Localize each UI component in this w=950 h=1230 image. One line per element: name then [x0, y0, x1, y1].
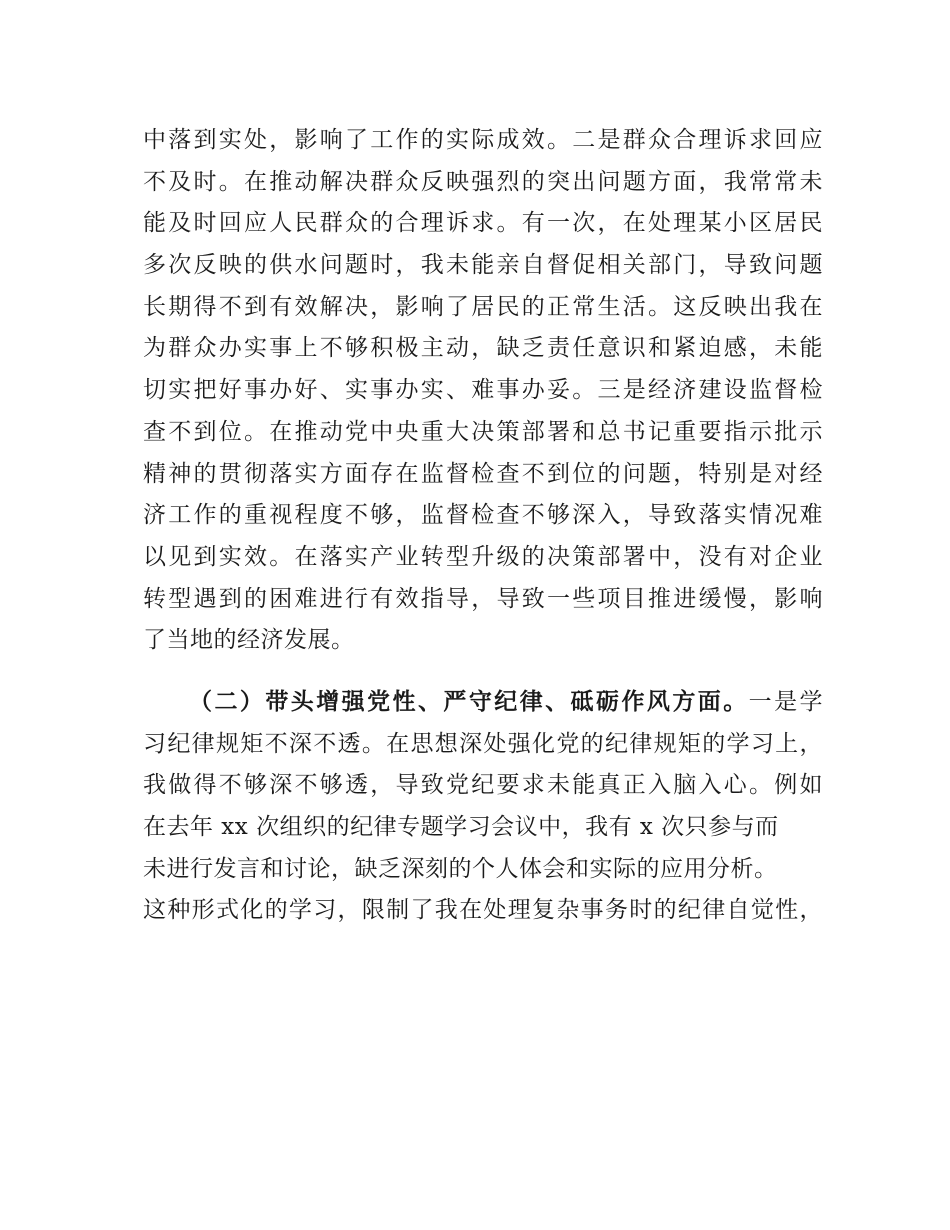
paragraph-gap [143, 662, 823, 682]
text-line [143, 682, 823, 724]
document-body [143, 120, 823, 932]
text-line: 在去年 xx 次组织的纪律专题学习会议中，我有 x 次只参与而 [143, 814, 779, 840]
text-line: 了当地的经济发展。 [143, 627, 355, 654]
heading-line-rest: 一是学 [748, 688, 823, 715]
text-line: 精神的贯彻落实方面存在监督检查不到位的问题，特别是对经 [143, 460, 823, 487]
text-line: 我做得不够深不够透，导致党纪要求未能真正入脑入心。例如 [143, 772, 823, 799]
text-line: 中落到实处，影响了工作的实际成效。二是群众合理诉求回应 [143, 127, 823, 153]
text-line: 为群众办实事上不够积极主动，缺乏责任意识和紧迫感，未能 [143, 335, 823, 362]
text-line: 切实把好事办好、实事办实、难事办妥。三是经济建设监督检 [143, 377, 823, 404]
text-line: 这种形式化的学习，限制了我在处理复杂事务时的纪律自觉性， [143, 897, 823, 924]
text-line: 能及时回应人民群众的合理诉求。有一次，在处理某小区居民 [143, 210, 823, 237]
text-line: 查不到位。在推动党中央重大决策部署和总书记重要指示批示 [143, 418, 823, 445]
text-line: 未进行发言和讨论，缺乏深刻的个人体会和实际的应用分析。 [143, 855, 778, 882]
text-line: 多次反映的供水问题时，我未能亲自督促相关部门，导致问题 [143, 252, 823, 279]
text-line: 不及时。在推动解决群众反映强烈的突出问题方面，我常常未 [143, 168, 823, 195]
text-line: 长期得不到有效解决，影响了居民的正常生活。这反映出我在 [143, 293, 823, 320]
text-line: 习纪律规矩不深不透。在思想深处强化党的纪律规矩的学习上， [143, 730, 823, 757]
text-line: 济工作的重视程度不够，监督检查不够深入，导致落实情况难 [143, 502, 823, 529]
paragraph-1 [143, 120, 823, 662]
text-line: 以见到实效。在落实产业转型升级的决策部署中，没有对企业 [143, 543, 823, 570]
section-heading: （二）带头增强党性、严守纪律、砥砺作风方面。 [189, 688, 749, 715]
paragraph-2 [143, 682, 823, 932]
text-line: 转型遇到的困难进行有效指导，导致一些项目推进缓慢，影响 [143, 585, 823, 612]
